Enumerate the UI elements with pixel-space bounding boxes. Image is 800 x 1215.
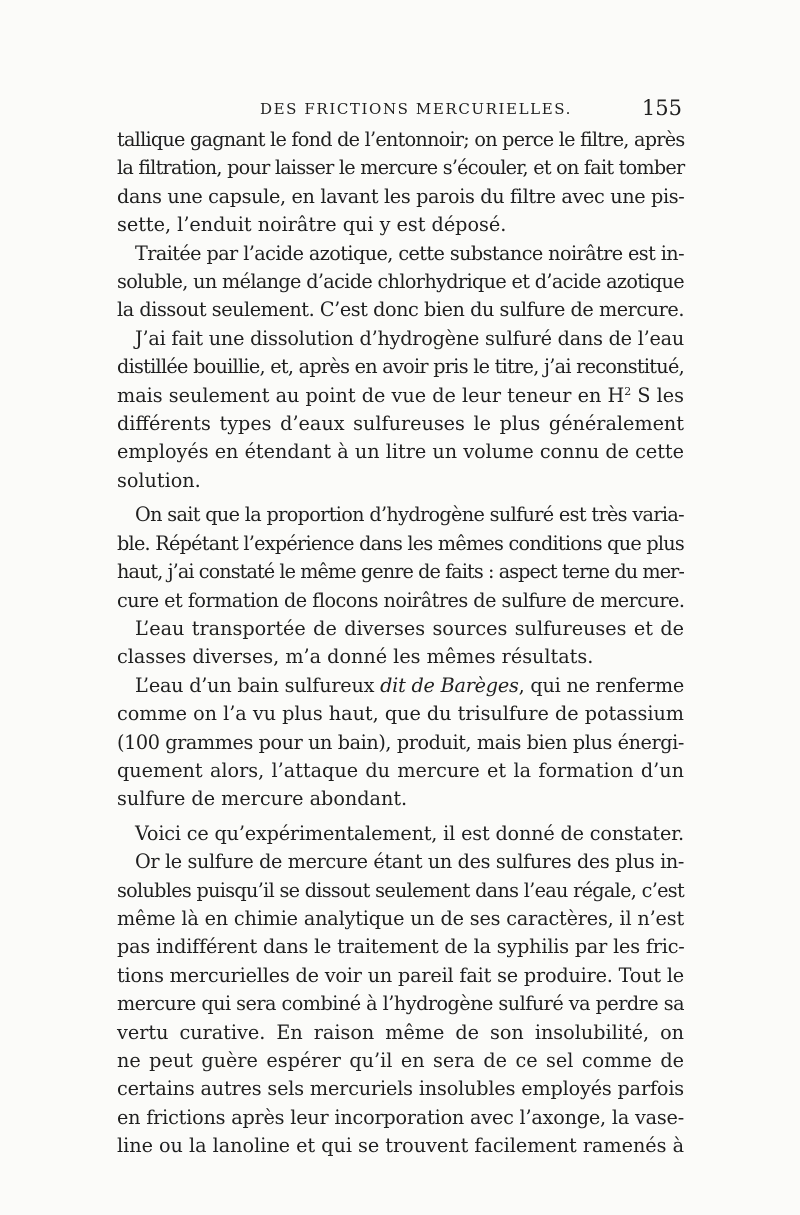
text-line: sulfure de mercure abondant.: [117, 787, 408, 811]
text-line: L’eau transportée de diverses sources sulfureuses et de: [135, 616, 684, 640]
text-line: certains autres sels mercuriels insolubles employés parfois: [117, 1077, 684, 1101]
text-line: line ou la lanoline et qui se trouvent facilement ramenés à: [117, 1134, 684, 1158]
text-line: [117, 382, 684, 410]
text-line: haut, j’ai constaté le même genre de faits : aspect terne du mer-: [117, 560, 684, 584]
text-segment: S les: [631, 383, 684, 407]
text-line: mercure qui sera combiné à l’hydrogène sulfuré va perdre sa: [117, 992, 684, 1016]
page-body: [117, 126, 684, 1161]
text-line: tallique gagnant le fond de l’entonnoir; on perce le filtre, après: [117, 128, 685, 151]
paragraph: [117, 325, 684, 495]
text-segment: mais seulement au point de vue de leur teneur en H: [117, 383, 625, 407]
text-line: soluble, un mélange d’acide chlorhydrique et d’acide azotique: [117, 270, 684, 294]
page-header: [118, 96, 682, 126]
text-line: Voici ce qu’expérimentalement, il est donné de constater.: [135, 821, 684, 845]
text-line: Traitée par l’acide azotique, cette substance noirâtre est in-: [135, 241, 684, 265]
paragraph: [117, 240, 684, 325]
text-line: ble. Répétant l’expérience dans les mêmes conditions que plus: [117, 531, 684, 555]
text-segment: , qui ne renferme: [518, 673, 684, 697]
text-line: Or le sulfure de mercure étant un des sulfures des plus in-: [135, 850, 684, 874]
text-line: solubles puisqu’il se dissout seulement dans l’eau régale, c’est: [117, 878, 684, 902]
text-line: distillée bouillie, et, après en avoir pris le titre, j’ai reconstitué,: [117, 355, 684, 379]
text-line: vertu curative. En raison même de son insolubilité, on: [117, 1020, 684, 1044]
text-line: la filtration, pour laisser le mercure s’écouler, et on fait tomber: [117, 156, 685, 180]
paragraph: [117, 501, 684, 615]
text-line: tions mercurielles de voir un pareil fait se produire. Tout le: [117, 963, 684, 987]
text-line: (100 grammes pour un bain), produit, mais bien plus énergi-: [117, 730, 684, 754]
text-line: cure et formation de flocons noirâtres de sulfure de mercure.: [117, 588, 685, 612]
paragraph: [117, 615, 684, 672]
paragraph: [117, 848, 684, 1160]
text-line: On sait que la proportion d’hydrogène sulfuré est très varia-: [135, 503, 684, 527]
text-line: sette, l’enduit noirâtre qui y est déposé.: [117, 213, 507, 237]
text-line: [117, 672, 684, 700]
text-line: la dissout seulement. C’est donc bien du sulfure de mercure.: [117, 298, 684, 322]
text-line: classes diverses, m’a donné les mêmes résultats.: [117, 645, 594, 669]
paragraph: [117, 672, 684, 814]
italic-place-name: dit de Barèges: [380, 673, 519, 697]
paragraph: [117, 126, 684, 240]
text-line: J’ai fait une dissolution d’hydrogène sulfuré dans de l’eau: [135, 326, 685, 350]
text-segment: L’eau d’un bain sulfureux: [135, 673, 381, 697]
text-line: solution.: [117, 468, 201, 492]
text-line: pas indifférent dans le traitement de la syphilis par les fric-: [117, 935, 685, 959]
text-line: en frictions après leur incorporation avec l’axonge, la vase-: [117, 1105, 684, 1129]
text-line: dans une capsule, en lavant les parois du filtre avec une pis-: [117, 184, 685, 208]
text-line: comme on l’a vu plus haut, que du trisulfure de potassium: [117, 702, 684, 726]
text-line: différents types d’eaux sulfureuses le plus généralement: [117, 412, 684, 436]
superscript: 2: [624, 384, 632, 398]
text-line: employés en étendant à un litre un volume connu de cette: [117, 440, 684, 464]
paragraph: [117, 820, 684, 848]
text-line: quement alors, l’attaque du mercure et la formation d’un: [117, 758, 684, 782]
text-line: ne peut guère espérer qu’il en sera de ce sel comme de: [117, 1049, 684, 1072]
running-title: DES FRICTIONS MERCURIELLES.: [260, 100, 572, 118]
page-number: 155: [641, 96, 682, 120]
text-line: même là en chimie analytique un de ses caractères, il n’est: [117, 906, 684, 930]
